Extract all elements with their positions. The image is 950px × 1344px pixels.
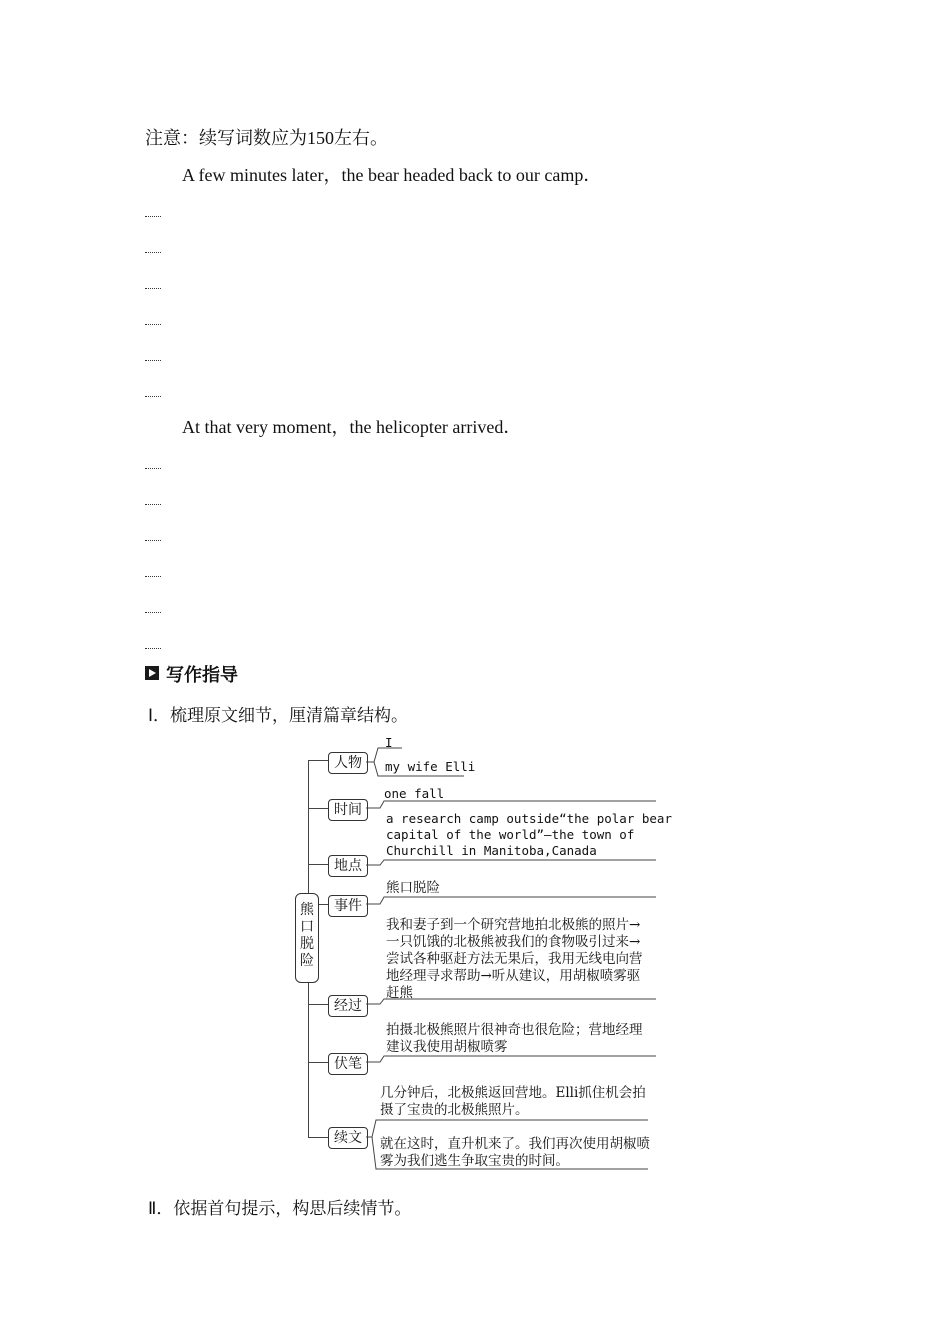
continuation-value-1: 几分钟后，北极熊返回营地。Elli抓住机会拍摄了宝贵的北极熊照片。 bbox=[380, 1085, 646, 1118]
writing-line bbox=[145, 612, 161, 613]
node-characters: 人物 bbox=[328, 752, 368, 774]
writing-line bbox=[145, 324, 161, 325]
continuation-connector bbox=[366, 1115, 658, 1175]
place-line-2: capital of the world”—the town of bbox=[386, 827, 635, 842]
writing-line bbox=[145, 648, 161, 649]
node-time: 时间 bbox=[328, 799, 368, 821]
continuation-value-2: 就在这时，直升机来了。我们再次使用胡椒喷雾为我们逃生争取宝贵的时间。 bbox=[380, 1136, 650, 1169]
time-value: one fall bbox=[384, 786, 445, 801]
writing-line bbox=[145, 216, 161, 217]
branch-line bbox=[308, 760, 328, 761]
step-one-heading: Ⅰ．梳理原文细节，厘清篇章结构。 bbox=[148, 706, 409, 726]
writing-line bbox=[145, 396, 161, 397]
writing-line bbox=[145, 468, 161, 469]
root-char: 险 bbox=[300, 953, 314, 969]
branch-line bbox=[308, 1137, 328, 1138]
foreshadow-connector bbox=[366, 1052, 658, 1068]
place-line-1: a research camp outside“the polar bear bbox=[386, 811, 672, 826]
branch-line bbox=[308, 864, 328, 865]
section-title: 写作指导 bbox=[166, 665, 238, 686]
writing-line bbox=[145, 360, 161, 361]
word-count-note: 注意：续写词数应为150左右。 bbox=[145, 128, 388, 148]
place-connector bbox=[366, 855, 658, 871]
play-icon bbox=[145, 666, 159, 680]
process-value: 我和妻子到一个研究营地拍北极熊的照片→一只饥饿的北极熊被我们的食物吸引过来→尝试各种驱赶方法无果后，我用无线电向营地经理寻求帮助→听从建议，用胡椒喷雾驱赶熊 bbox=[386, 917, 643, 1001]
root-node bbox=[295, 893, 319, 983]
place-line-3: Churchill in Manitoba,Canada bbox=[386, 843, 597, 858]
characters-value-2: my wife Elli bbox=[385, 759, 476, 774]
characters-value-1: I bbox=[385, 735, 393, 750]
node-foreshadow: 伏笔 bbox=[328, 1053, 368, 1075]
root-char: 熊 bbox=[300, 902, 314, 918]
paragraph2-opening-sentence: At that very moment，the helicopter arrived． bbox=[182, 417, 522, 437]
event-connector bbox=[366, 893, 658, 909]
node-place: 地点 bbox=[328, 855, 368, 877]
branch-line bbox=[308, 1062, 328, 1063]
branch-line bbox=[308, 1004, 328, 1005]
node-process: 经过 bbox=[328, 995, 368, 1017]
event-value: 熊口脱险 bbox=[386, 880, 440, 896]
writing-line bbox=[145, 252, 161, 253]
branch-line bbox=[308, 808, 328, 809]
writing-line bbox=[145, 540, 161, 541]
root-char: 口 bbox=[300, 919, 314, 935]
paragraph1-opening-sentence: A few minutes later，the bear headed back to our camp． bbox=[182, 165, 602, 185]
root-char: 脱 bbox=[300, 936, 314, 952]
node-continuation: 续文 bbox=[328, 1127, 368, 1149]
writing-line bbox=[145, 504, 161, 505]
writing-line bbox=[145, 288, 161, 289]
foreshadow-value: 拍摄北极熊照片很神奇也很危险；营地经理建议我使用胡椒喷雾 bbox=[386, 1022, 643, 1055]
process-connector bbox=[366, 994, 658, 1010]
node-event: 事件 bbox=[328, 895, 368, 917]
step-two-heading: Ⅱ．依据首句提示，构思后续情节。 bbox=[148, 1199, 412, 1219]
writing-line bbox=[145, 576, 161, 577]
